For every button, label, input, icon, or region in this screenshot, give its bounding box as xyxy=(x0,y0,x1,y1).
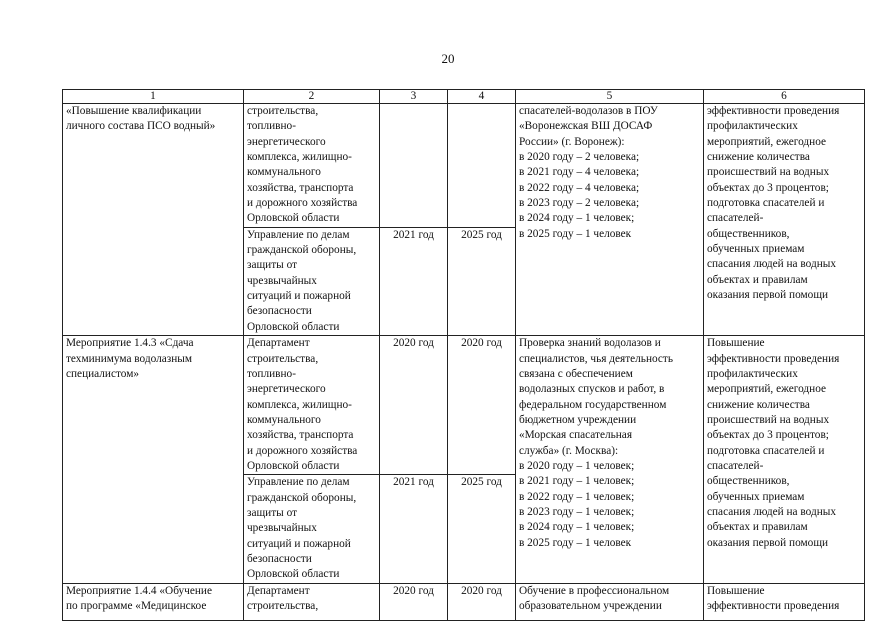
end-year-cell: 2020 год xyxy=(448,336,516,475)
page-number: 20 xyxy=(441,51,455,66)
header-col-1: 1 xyxy=(63,90,244,104)
activity-cell: Мероприятие 1.4.3 «Сдача техминимума водолазным специалистом» xyxy=(63,336,244,584)
executor-cell: Департамент строительства, топливно- энергетического комплекса, жилищно- коммунального хозяйства, транспорта и дорожного хозяйства Орловской области xyxy=(244,336,380,475)
result-cell: Повышение эффективности проведения xyxy=(704,583,865,620)
table-row xyxy=(63,583,865,620)
start-year-cell: 2020 год xyxy=(380,583,448,620)
content-cell: Проверка знаний водолазов и специалистов, чья деятельность связана с обеспечением водолазных спусков и работ, в федеральном государственном бюджетном учреждении «Морская спасательная служба» (г. Москва): в 2020 году – 1 человек; в 2021 году – 1 человек; в 2022 году – 1 человек; в 2023 году – 1 человек; в 2024 году – 1 человек; в 2025 году – 1 человек xyxy=(516,336,704,584)
activity-cell: Мероприятие 1.4.4 «Обучение по программе «Медицинское xyxy=(63,583,244,620)
start-year-cell: 2020 год xyxy=(380,336,448,475)
end-year-cell xyxy=(448,104,516,228)
executor-cell: Департамент строительства, xyxy=(244,583,380,620)
start-year-cell: 2021 год xyxy=(380,475,448,583)
header-col-5: 5 xyxy=(516,90,704,104)
end-year-cell: 2025 год xyxy=(448,475,516,583)
header-col-4: 4 xyxy=(448,90,516,104)
program-table xyxy=(62,89,865,621)
executor-cell: строительства, топливно- энергетического комплекса, жилищно- коммунального хозяйства, транспорта и дорожного хозяйства Орловской области xyxy=(244,104,380,228)
executor-cell: Управление по делам гражданской обороны, защиты от чрезвычайных ситуаций и пожарной безопасности Орловской области xyxy=(244,475,380,583)
content-cell: Обучение в профессиональном образовательном учреждении xyxy=(516,583,704,620)
result-cell: эффективности проведения профилактических мероприятий, ежегодное снижение количества происшествий на водных объектах до 3 процентов; подготовка спасателей и спасателей- общественников, обученных приемам спасания людей на водных объектах и правилам оказания первой помощи xyxy=(704,104,865,336)
result-cell: Повышение эффективности проведения профилактических мероприятий, ежегодное снижение количества происшествий на водных объектах до 3 процентов; подготовка спасателей и спасателей- общественников, обученных приемам спасания людей на водных объектах и правилам оказания первой помощи xyxy=(704,336,865,584)
header-col-6: 6 xyxy=(704,90,865,104)
header-col-2: 2 xyxy=(244,90,380,104)
end-year-cell: 2025 год xyxy=(448,227,516,335)
header-col-3: 3 xyxy=(380,90,448,104)
executor-cell: Управление по делам гражданской обороны, защиты от чрезвычайных ситуаций и пожарной безопасности Орловской области xyxy=(244,227,380,335)
activity-cell: «Повышение квалификации личного состава ПСО водный» xyxy=(63,104,244,336)
content-cell: спасателей-водолазов в ПОУ «Воронежская ВШ ДОСАФ России» (г. Воронеж): в 2020 году – 2 человека; в 2021 году – 4 человека; в 2022 году – 4 человека; в 2023 году – 2 человека; в 2024 году – 1 человек; в 2025 году – 1 человек xyxy=(516,104,704,336)
start-year-cell xyxy=(380,104,448,228)
table-row xyxy=(63,336,865,475)
start-year-cell: 2021 год xyxy=(380,227,448,335)
table-row xyxy=(63,104,865,228)
header-row xyxy=(63,90,865,104)
end-year-cell: 2020 год xyxy=(448,583,516,620)
